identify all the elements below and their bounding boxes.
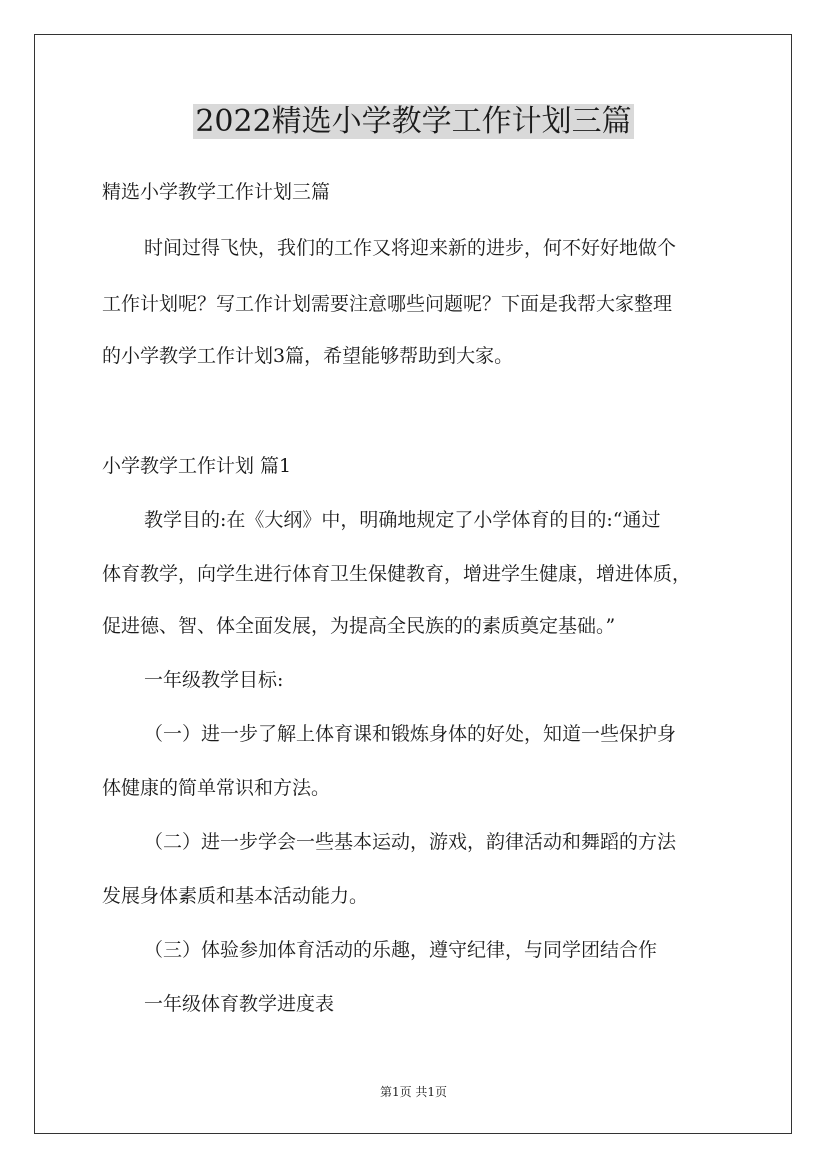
- goal-3-line: （三）体验参加体育活动的乐趣，遵守纪律，与同学团结合作: [144, 939, 658, 961]
- subtitle-line: 精选小学教学工作计划三篇: [102, 181, 331, 203]
- section-heading: 小学教学工作计划 篇1: [102, 455, 292, 477]
- purpose-line-2: 体育教学，向学生进行体育卫生保健教育，增进学生健康，增进体质，: [102, 563, 692, 585]
- intro-line-1: 时间过得飞快，我们的工作又将迎来新的进步，何不好好地做个: [144, 237, 677, 259]
- goal-1-line-2: 体健康的简单常识和方法。: [102, 777, 331, 799]
- document-title: [0, 100, 827, 144]
- purpose-line-3: 促进德、智、体全面发展，为提高全民族的的素质奠定基础。”: [102, 615, 616, 637]
- schedule-heading: 一年级体育教学进度表: [144, 993, 335, 1015]
- grade-goals-heading: 一年级教学目标:: [144, 669, 284, 691]
- intro-line-3: 的小学教学工作计划3篇，希望能够帮助到大家。: [102, 345, 514, 367]
- page-footer: 第1页 共1页: [379, 1085, 448, 1099]
- goal-2-line-2: 发展身体素质和基本活动能力。: [102, 885, 369, 907]
- purpose-line-1: 教学目的:在《大纲》中，明确地规定了小学体育的目的:“通过: [144, 509, 661, 531]
- goal-1-line-1: （一）进一步了解上体育课和锻炼身体的好处，知道一些保护身: [144, 723, 677, 745]
- document-title-text: 2022精选小学教学工作计划三篇: [195, 104, 632, 139]
- goal-2-line-1: （二）进一步学会一些基本运动，游戏，韵律活动和舞蹈的方法: [144, 831, 677, 853]
- intro-line-2: 工作计划呢？写工作计划需要注意哪些问题呢？下面是我帮大家整理: [102, 293, 673, 315]
